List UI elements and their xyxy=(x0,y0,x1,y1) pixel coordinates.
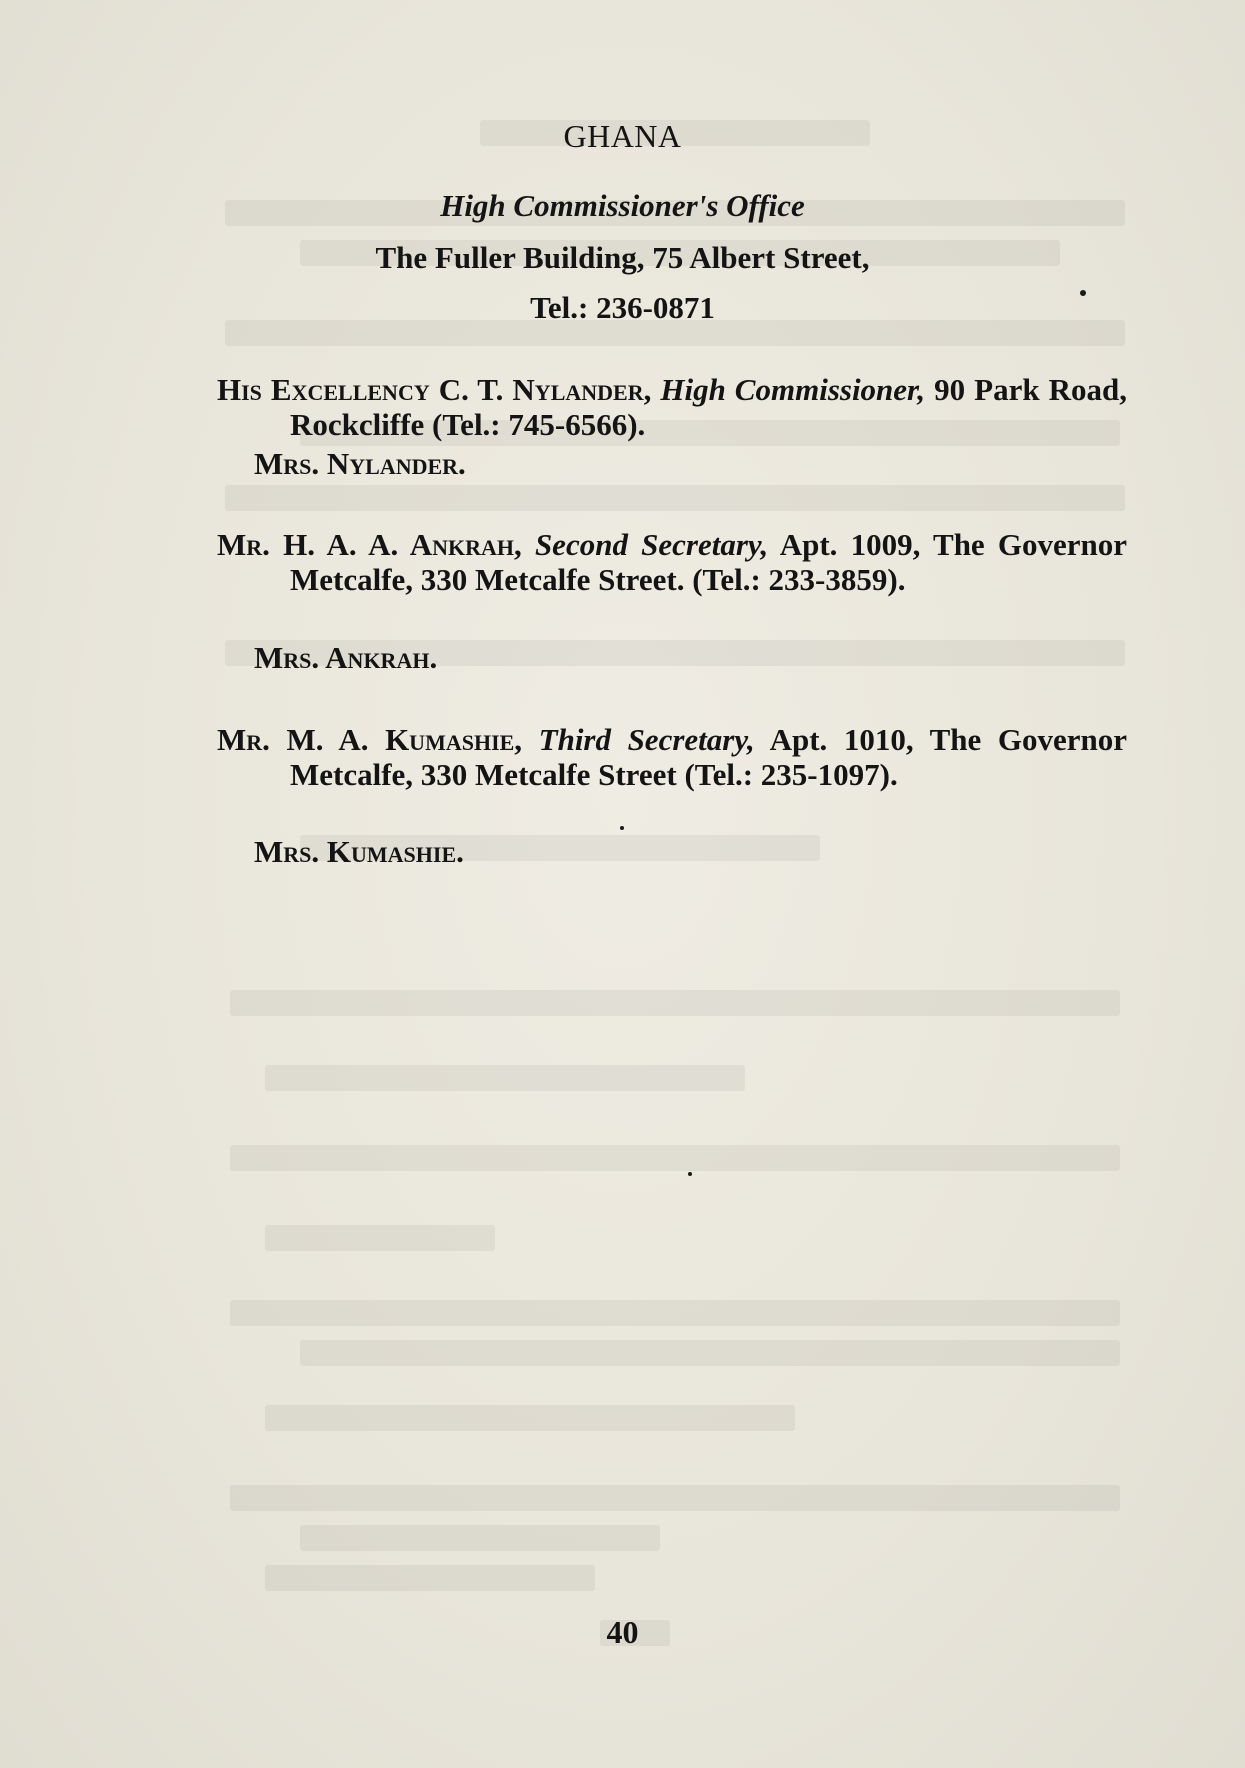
entry-honorific: Mr. xyxy=(217,722,270,757)
page-number: 40 xyxy=(606,1614,639,1650)
directory-entry xyxy=(217,372,1127,442)
country-heading: GHANA xyxy=(563,118,682,154)
entry-address: Apt. 1009, The Governor Metcalfe, 330 Metcalfe Street. (Tel.: 233-3859). xyxy=(290,527,1128,597)
office-telephone: Tel.: 236-0871 xyxy=(530,290,715,325)
entry-honorific: His Excellency xyxy=(217,372,430,407)
entry-title: High Commissioner, xyxy=(660,372,926,407)
entry-honorific: Mr. xyxy=(217,527,270,562)
directory-entry xyxy=(217,722,1127,792)
ink-speck xyxy=(1080,290,1086,296)
entry-spouse: Mrs. Kumashie. xyxy=(254,834,464,869)
office-address: The Fuller Building, 75 Albert Street, xyxy=(375,240,870,275)
entry-name: C. T. Nylander, xyxy=(438,372,652,407)
office-title: High Commissioner's Office xyxy=(440,188,805,223)
entry-address: Apt. 1010, The Governor Metcalfe, 330 Metcalfe Street (Tel.: 235-1097). xyxy=(290,722,1128,792)
directory-entry xyxy=(217,527,1127,597)
entry-spouse: Mrs. Nylander. xyxy=(254,446,466,481)
entry-title: Second Secretary, xyxy=(534,527,769,562)
entry-address: 90 Park Road, Rockcliffe (Tel.: 745-6566). xyxy=(290,372,1127,442)
entry-spouse: Mrs. Ankrah. xyxy=(254,640,438,675)
ink-speck xyxy=(620,826,624,830)
ink-speck xyxy=(688,1172,692,1176)
entry-name: H. A. A. Ankrah, xyxy=(283,527,522,562)
entry-title: Third Secretary, xyxy=(538,722,755,757)
entry-name: M. A. Kumashie, xyxy=(286,722,523,757)
